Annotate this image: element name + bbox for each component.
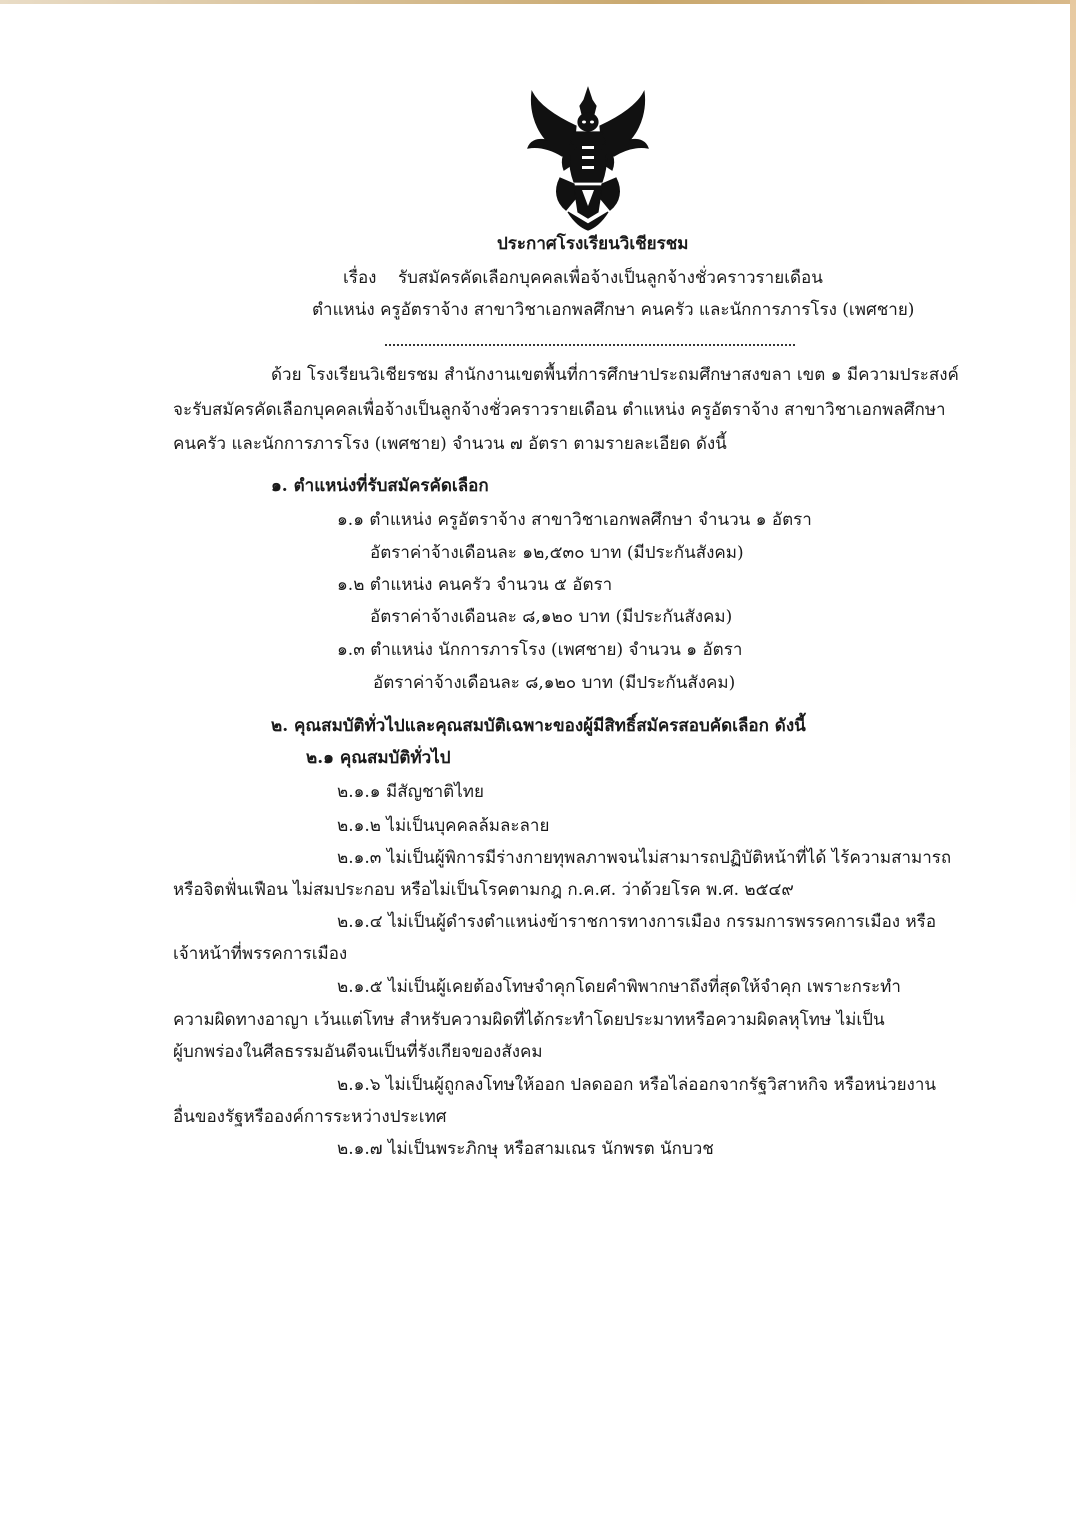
section-2-1-subheading: ๒.๑ คุณสมบัติทั่วไป — [306, 748, 451, 768]
qualification-2-1-7: ๒.๑.๗ ไม่เป็นพระภิกษุ หรือสามเณร นักพรต นักบวช — [337, 1139, 714, 1159]
qualification-2-1-5-line-1: ๒.๑.๕ ไม่เป็นผู้เคยต้องโทษจำคุกโดยคำพิพากษาถึงที่สุดให้จำคุก เพราะกระทำ — [337, 977, 901, 997]
qualification-2-1-3-line-2: หรือจิตฟั่นเฟือน ไม่สมประกอบ หรือไม่เป็นโรคตามกฎ ก.ค.ศ. ว่าด้วยโรค พ.ศ. ๒๕๔๙ — [173, 880, 794, 900]
qualification-2-1-5-line-3: ผู้บกพร่องในศีลธรรมอันดีจนเป็นที่รังเกียจของสังคม — [173, 1042, 543, 1062]
section-2-heading: ๒. คุณสมบัติทั่วไปและคุณสมบัติเฉพาะของผู้มีสิทธิ์สมัครสอบคัดเลือก ดังนี้ — [271, 716, 806, 736]
subject-line-1: รับสมัครคัดเลือกบุคคลเพื่อจ้างเป็นลูกจ้างชั่วคราวรายเดือน — [398, 268, 823, 288]
qualification-2-1-4-line-1: ๒.๑.๔ ไม่เป็นผู้ดำรงตำแหน่งข้าราชการทางการเมือง กรรมการพรรคการเมือง หรือ — [337, 912, 937, 932]
intro-line-3: คนครัว และนักการภารโรง (เพศชาย) จำนวน ๗ อัตรา ตามรายละเอียด ดังนี้ — [173, 434, 727, 454]
dotted-divider — [385, 344, 795, 346]
qualification-2-1-3-line-1: ๒.๑.๓ ไม่เป็นผู้พิการมีร่างกายทุพลภาพจนไม่สามารถปฏิบัติหน้าที่ได้ ไร้ความสามารถ — [337, 848, 952, 868]
position-1-title: ๑.๑ ตำแหน่ง ครูอัตราจ้าง สาขาวิชาเอกพลศึกษา จำนวน ๑ อัตรา — [337, 510, 812, 530]
qualification-2-1-6-line-2: อื่นของรัฐหรือองค์การระหว่างประเทศ — [173, 1107, 447, 1127]
garuda-emblem-icon — [524, 86, 652, 232]
subject-label: เรื่อง — [343, 268, 377, 288]
position-3-wage: อัตราค่าจ้างเดือนละ ๘,๑๒๐ บาท (มีประกันสังคม) — [373, 673, 736, 693]
subject-line-2: ตำแหน่ง ครูอัตราจ้าง สาขาวิชาเอกพลศึกษา คนครัว และนักการภารโรง (เพศชาย) — [312, 300, 915, 320]
intro-line-1: ด้วย โรงเรียนวิเชียรชม สำนักงานเขตพื้นที่การศึกษาประถมศึกษาสงขลา เขต ๑ มีความประสงค์ — [271, 365, 959, 385]
position-1-wage: อัตราค่าจ้างเดือนละ ๑๒,๕๓๐ บาท (มีประกันสังคม) — [370, 543, 744, 563]
position-3-title: ๑.๓ ตำแหน่ง นักการภารโรง (เพศชาย) จำนวน ๑ อัตรา — [337, 640, 743, 660]
position-2-title: ๑.๒ ตำแหน่ง คนครัว จำนวน ๕ อัตรา — [337, 575, 613, 595]
qualification-2-1-4-line-2: เจ้าหน้าที่พรรคการเมือง — [173, 944, 348, 964]
qualification-2-1-2: ๒.๑.๒ ไม่เป็นบุคคลล้มละลาย — [337, 816, 550, 836]
announcement-title: ประกาศโรงเรียนวิเชียรชม — [497, 234, 689, 254]
qualification-2-1-6-line-1: ๒.๑.๖ ไม่เป็นผู้ถูกลงโทษให้ออก ปลดออก หรือไล่ออกจากรัฐวิสาหกิจ หรือหน่วยงาน — [337, 1075, 936, 1095]
intro-line-2: จะรับสมัครคัดเลือกบุคคลเพื่อจ้างเป็นลูกจ้างชั่วคราวรายเดือน ตำแหน่ง ครูอัตราจ้าง สาขาวิชาเอกพลศึกษา — [173, 400, 946, 420]
position-2-wage: อัตราค่าจ้างเดือนละ ๘,๑๒๐ บาท (มีประกันสังคม) — [370, 607, 733, 627]
section-1-heading: ๑. ตำแหน่งที่รับสมัครคัดเลือก — [271, 476, 489, 496]
qualification-2-1-1: ๒.๑.๑ มีสัญชาติไทย — [337, 782, 484, 802]
qualification-2-1-5-line-2: ความผิดทางอาญา เว้นแต่โทษ สำหรับความผิดที่ได้กระทำโดยประมาทหรือความผิดลหุโทษ ไม่เป็น — [173, 1010, 885, 1030]
